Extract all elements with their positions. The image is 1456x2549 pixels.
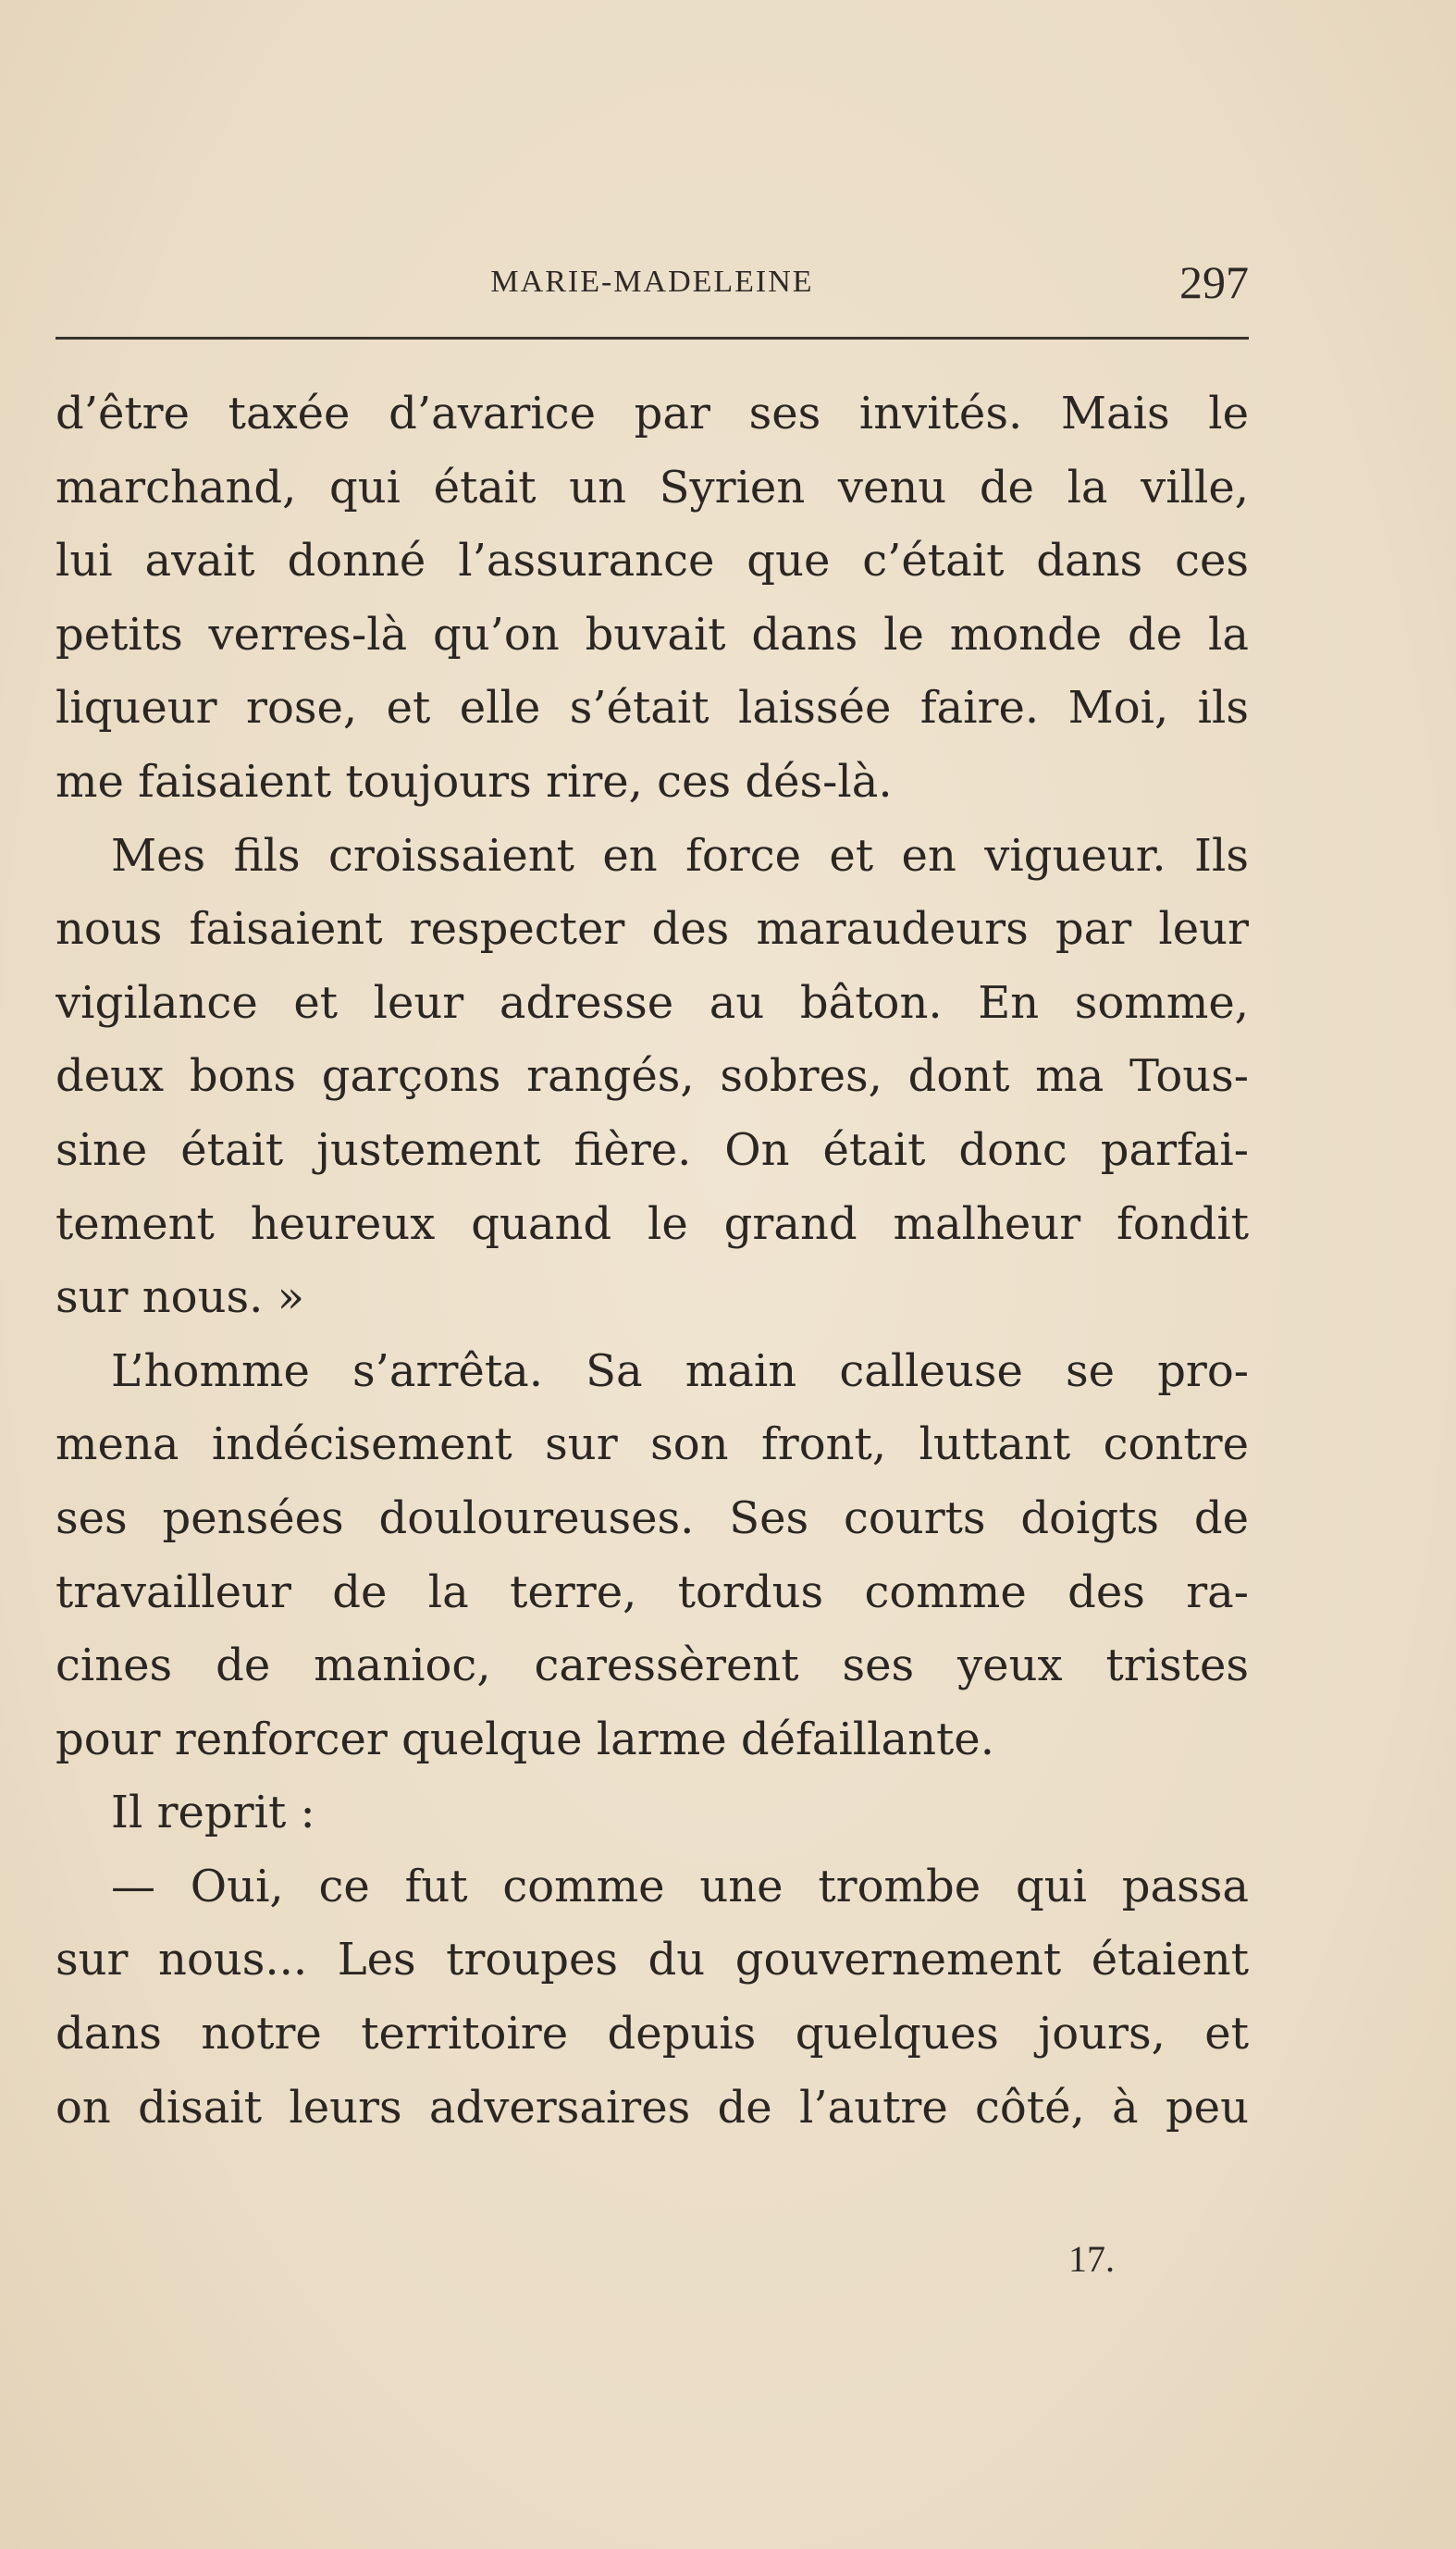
text-line: on disait leurs adversaires de l’autre côté, à peu: [56, 2081, 1249, 2134]
running-head: [56, 252, 1249, 316]
text-line: L’homme s’arrêta. Sa main calleuse se pro-: [111, 1344, 1249, 1397]
text-line: sur nous... Les troupes du gouvernement étaient: [56, 1934, 1249, 1986]
text-line: deux bons garçons rangés, sobres, dont ma Tous-: [56, 1050, 1249, 1103]
text-line: Il reprit :: [111, 1787, 315, 1839]
text-line: Mes fils croissaient en force et en vigueur. Ils: [111, 829, 1249, 882]
text-line: d’être taxée d’avarice par ses invités. Mais le: [56, 388, 1249, 439]
text-line: liqueur rose, et elle s’était laissée faire. Moi, ils: [56, 682, 1249, 735]
body-text: [56, 377, 1249, 2145]
running-title: MARIE-MADELEINE: [490, 265, 814, 299]
text-line: sine était justement fière. On était donc parfai-: [56, 1123, 1249, 1176]
text-line: vigilance et leur adresse au bâton. En somme,: [56, 976, 1249, 1029]
text-line: pour renforcer quelque larme défaillante.: [56, 1713, 994, 1765]
text-line: mena indécisement sur son front, luttant contre: [56, 1418, 1249, 1471]
text-line: petits verres-là qu’on buvait dans le monde de la: [56, 608, 1249, 661]
text-line: lui avait donné l’assurance que c’était dans ces: [56, 535, 1249, 588]
text-line: ses pensées douloureuses. Ses courts doigts de: [56, 1491, 1249, 1544]
text-line: marchand, qui était un Syrien venu de la ville,: [56, 461, 1249, 514]
text-line: cines de manioc, caressèrent ses yeux tristes: [56, 1640, 1249, 1692]
text-line: dans notre territoire depuis quelques jours, et: [56, 2008, 1249, 2060]
text-line: sur nous. »: [56, 1271, 304, 1324]
text-line: travailleur de la terre, tordus comme des ra-: [56, 1565, 1249, 1618]
signature-mark: 17.: [1068, 2238, 1115, 2280]
text-line: — Oui, ce fut comme une trombe qui passa: [111, 1860, 1249, 1912]
text-line: nous faisaient respecter des maraudeurs par leur: [56, 903, 1249, 956]
text-line: tement heureux quand le grand malheur fondit: [56, 1197, 1249, 1250]
header-rule: [56, 337, 1249, 340]
page-number: 297: [1179, 256, 1249, 308]
text-line: me faisaient toujours rire, ces dés-là.: [56, 755, 893, 808]
